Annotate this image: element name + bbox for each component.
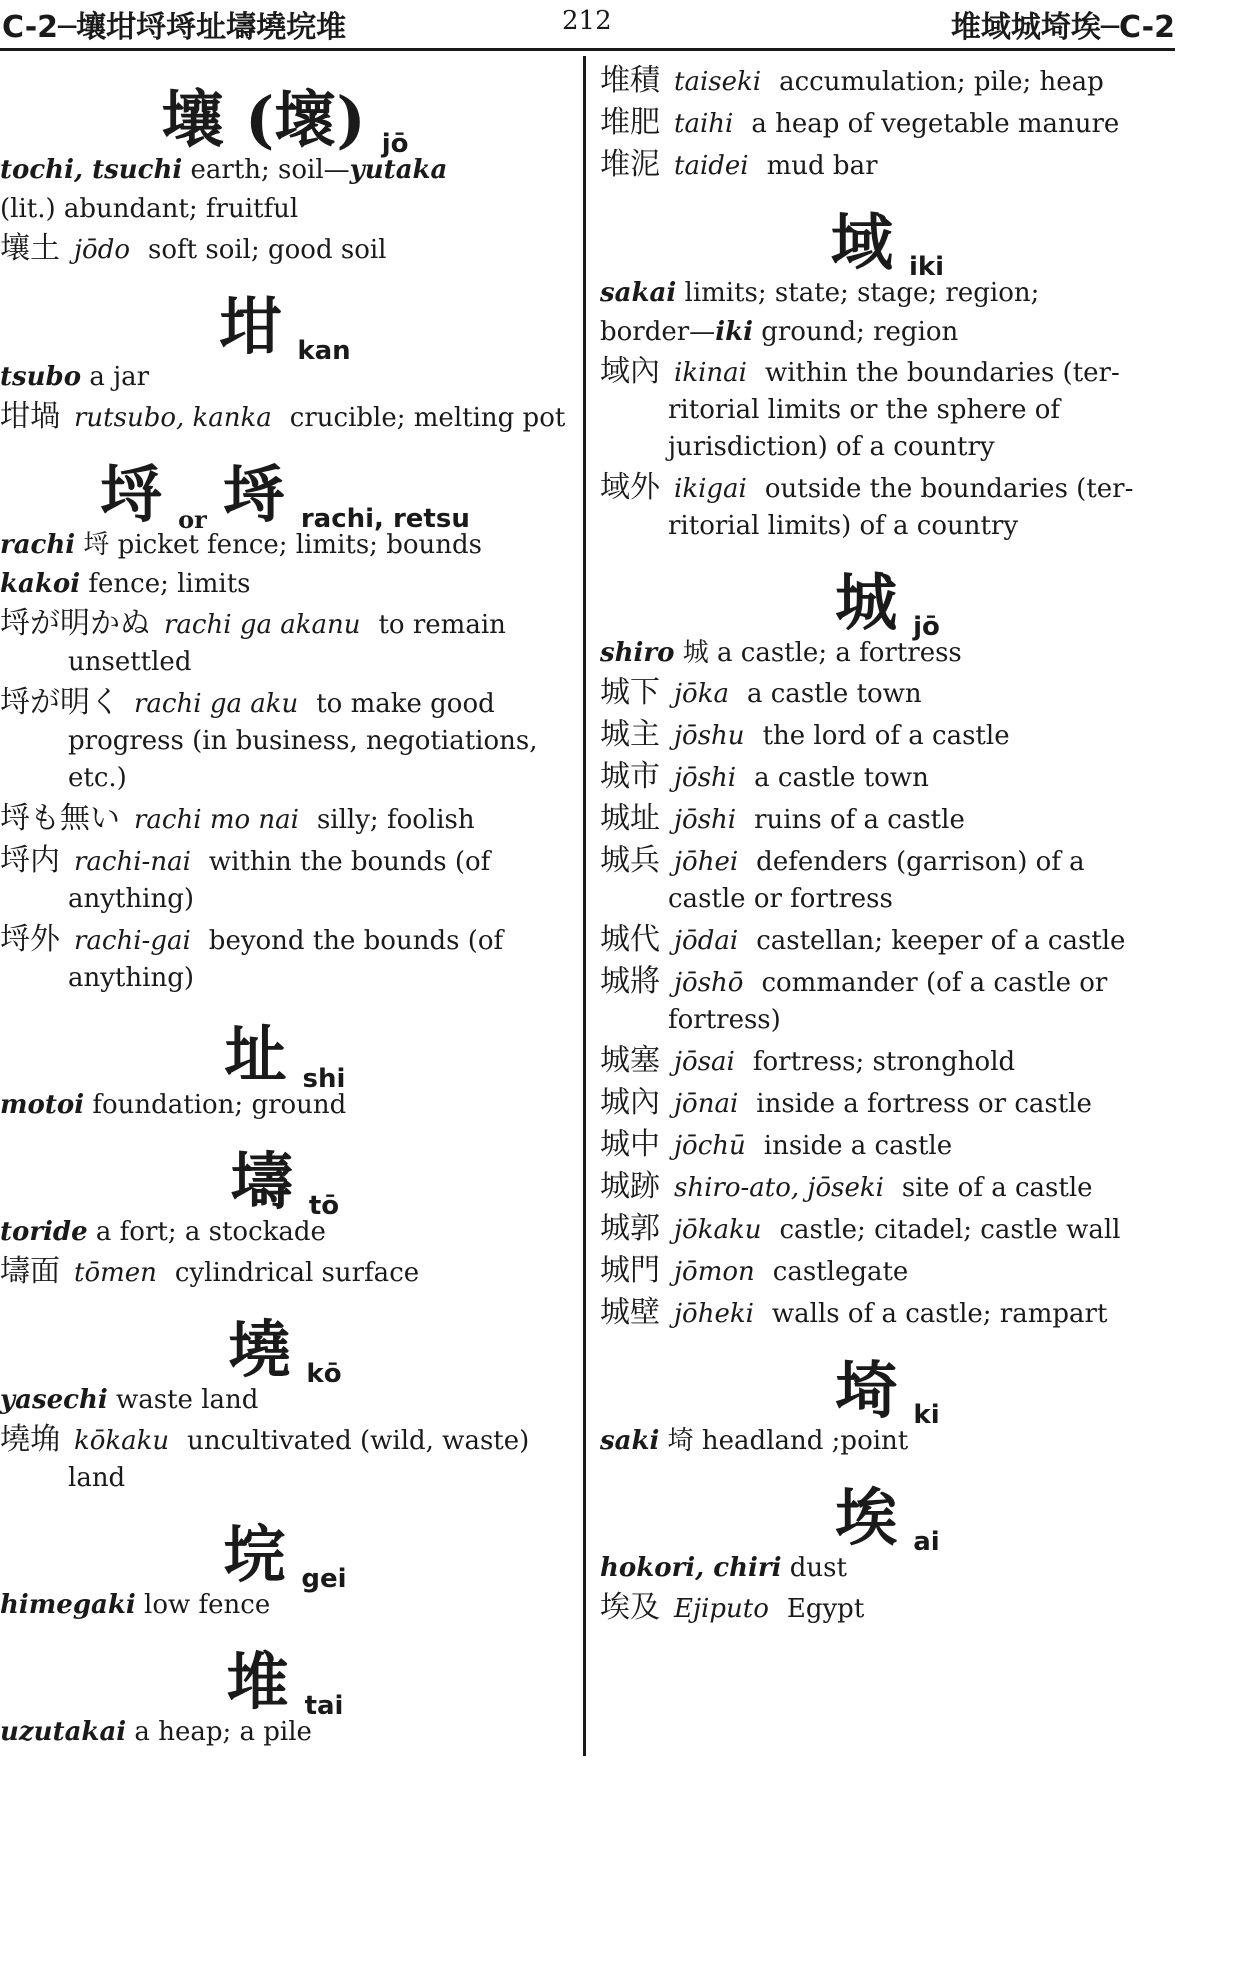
definition-line [0, 1087, 570, 1124]
head-kanji: 域 [830, 206, 893, 279]
kun-reading: toride [0, 1217, 88, 1247]
compound-word: 堆積 [600, 63, 660, 98]
definition-text: 城 a castle; a fortress [674, 638, 962, 668]
compound-word: 城壁 [600, 1295, 660, 1330]
compound-entry [600, 1210, 1175, 1249]
kanji-heading [0, 277, 570, 366]
compound-word: 墝埆 [0, 1422, 60, 1457]
romanization: tōmen [74, 1258, 157, 1288]
head-kanji: 堆 [226, 1645, 289, 1718]
definition-line: (lit.) abundant; fruitful [0, 194, 299, 224]
kun-reading: hokori, chiri [600, 1553, 782, 1583]
compound-entry [0, 684, 570, 797]
compound-entry [600, 104, 1175, 143]
compound-entry [600, 1294, 1175, 1333]
romanization: jōshi [674, 763, 737, 793]
meaning: beyond the bounds (of [208, 926, 504, 956]
compound-entry [0, 1253, 570, 1292]
meaning-continued: castle or fortress [668, 884, 893, 914]
head-kanji: 埒 [100, 458, 163, 531]
compound-entry [600, 1126, 1175, 1165]
kanji-heading [0, 1632, 570, 1721]
head-reading: ai [913, 1527, 940, 1557]
kun-reading: rachi [0, 530, 76, 560]
kanji-heading [600, 1341, 1175, 1430]
kun-reading: kakoi [0, 569, 81, 599]
definition-text: 埒 picket fence; limits; bounds [75, 530, 482, 560]
meaning: crucible; melting pot [289, 403, 566, 433]
romanization: rutsubo, kanka [74, 403, 272, 433]
right-column [600, 62, 1175, 1631]
meaning: within the boundaries (ter- [764, 358, 1120, 388]
kanji-heading [600, 193, 1175, 282]
head-reading: shi [302, 1064, 346, 1094]
definition-line [0, 1382, 570, 1419]
head-reading: ki [913, 1400, 940, 1430]
compound-entry [0, 230, 570, 269]
definition-line [600, 314, 1175, 351]
meaning: mud bar [766, 151, 878, 181]
compound-word: 埒内 [0, 843, 60, 878]
page-header [0, 0, 1175, 50]
definition-text: waste land [107, 1385, 259, 1415]
meaning: silly; foolish [316, 805, 475, 835]
compound-entry [600, 146, 1175, 185]
definition-text: dust [781, 1553, 847, 1583]
compound-entry [600, 921, 1175, 960]
head-reading: rachi, retsu [300, 504, 470, 534]
compound-entry [600, 1589, 1175, 1628]
romanization: jōdai [674, 926, 739, 956]
page-number: 212 [562, 6, 612, 36]
head-kanji: 址 [224, 1018, 287, 1091]
romanization: taidei [674, 151, 749, 181]
compound-word: 壔面 [0, 1254, 60, 1289]
meaning: ruins of a castle [754, 805, 965, 835]
romanization: taihi [674, 109, 734, 139]
compound-entry [0, 398, 570, 437]
compound-word: 城市 [600, 759, 660, 794]
header-left [2, 2, 346, 46]
meaning-continued: unsettled [68, 647, 192, 677]
meaning: defenders (garrison) of a [756, 847, 1085, 877]
kun-reading: himegaki [0, 1590, 136, 1620]
head-reading: tō [308, 1191, 340, 1221]
kanji-heading [0, 1005, 570, 1094]
kun-reading: motoi [0, 1090, 85, 1120]
definition-text: limits; state; stage; region; [676, 278, 1040, 308]
head-kanji: 埃 [835, 1481, 898, 1554]
header-right-chars: 堆域城埼埃─ [950, 10, 1119, 45]
meaning: site of a castle [901, 1173, 1093, 1203]
compound-entry [0, 1421, 570, 1497]
romanization: shiro-ato, jōseki [674, 1173, 884, 1203]
meaning-continued: fortress) [668, 1005, 781, 1035]
kun-reading: sakai [600, 278, 677, 308]
kanji-heading [0, 1505, 570, 1594]
romanization: jōchū [674, 1131, 746, 1161]
compound-word: 壤土 [0, 231, 60, 266]
romanization: Ejiputo [674, 1594, 769, 1624]
compound-word: 城下 [600, 675, 660, 710]
compound-entry [600, 1168, 1175, 1207]
meaning: outside the boundaries (ter- [764, 474, 1134, 504]
head-kanji: 垸 [223, 1518, 286, 1591]
compound-word: 城代 [600, 922, 660, 957]
romanization: jōheki [674, 1299, 754, 1329]
compound-word: 域外 [600, 470, 660, 505]
kun-reading: yasechi [0, 1385, 108, 1415]
compound-word: 城中 [600, 1127, 660, 1162]
compound-word: 城址 [600, 801, 660, 836]
definition-text: fence; limits [80, 569, 251, 599]
meaning: inside a fortress or castle [756, 1089, 1092, 1119]
head-reading: jō [381, 129, 409, 159]
head-reading: kō [306, 1359, 342, 1389]
compound-entry [600, 353, 1175, 466]
meaning: soft soil; good soil [148, 235, 387, 265]
compound-entry [0, 921, 570, 997]
compound-entry [600, 1084, 1175, 1123]
kun-reading: uzutakai [0, 1717, 127, 1747]
romanization: jōnai [674, 1089, 739, 1119]
meaning: cylindrical surface [174, 1258, 420, 1288]
kanji-heading [600, 553, 1175, 642]
section-code-left: C-2 [2, 10, 59, 45]
meaning: a castle town [746, 679, 922, 709]
header-right [951, 2, 1175, 46]
definition-text: foundation; ground [84, 1090, 347, 1120]
head-or: or [178, 505, 207, 534]
compound-word: 堆肥 [600, 105, 660, 140]
kun-reading: saki [600, 1426, 660, 1456]
head-kanji: 埓 [222, 458, 285, 531]
compound-word: 坩堝 [0, 399, 60, 434]
compound-entry [600, 1042, 1175, 1081]
left-column [0, 62, 570, 1753]
meaning: inside a castle [763, 1131, 953, 1161]
compound-word: 埒も無い [0, 801, 120, 836]
meaning-continued: ritorial limits or the sphere of jurisdiction) of a country [668, 395, 1060, 462]
head-kanji: 埼 [835, 1354, 898, 1427]
compound-entry [600, 758, 1175, 797]
compound-word: 城兵 [600, 843, 660, 878]
compound-word: 城主 [600, 717, 660, 752]
header-rule [0, 48, 1175, 51]
head-kanji: 壔 [230, 1145, 293, 1218]
romanization: rachi mo nai [134, 805, 299, 835]
kun-reading: tsubo [0, 362, 82, 392]
meaning: castellan; keeper of a castle [756, 926, 1126, 956]
romanization: jōsai [674, 1047, 735, 1077]
romanization: jōshu [674, 721, 745, 751]
compound-word: 埒が明く [0, 685, 120, 720]
definition-text: earth; soil— [182, 155, 350, 185]
definition-line [0, 152, 570, 189]
section-code-right: C-2 [1118, 10, 1175, 45]
definition-line [600, 635, 1175, 672]
meaning: to remain [378, 610, 506, 640]
romanization: kōkaku [74, 1426, 170, 1456]
definition-line [600, 1423, 1175, 1460]
meaning: to make good [316, 689, 495, 719]
definition-text: 埼 headland ;point [659, 1426, 909, 1456]
kanji-heading [0, 1132, 570, 1221]
head-reading: jō [913, 612, 940, 642]
kun-reading: iki [715, 317, 753, 347]
head-reading: iki [908, 252, 945, 282]
meaning: accumulation; pile; heap [779, 67, 1104, 97]
column-divider [583, 56, 586, 1756]
kanji-heading [0, 445, 570, 534]
romanization: rachi ga aku [134, 689, 299, 719]
meaning-continued: land [68, 1463, 126, 1493]
definition-text: a fort; a stockade [87, 1217, 326, 1247]
head-kanji: 壤 (壞) [161, 83, 366, 156]
definition-line [600, 275, 1175, 312]
meaning-continued: anything) [68, 963, 194, 993]
romanization: jōmon [674, 1257, 755, 1287]
definition-line [0, 527, 570, 564]
compound-entry [600, 963, 1175, 1039]
meaning: castle; citadel; castle wall [779, 1215, 1121, 1245]
definition-text: ground; region [752, 317, 959, 347]
meaning: commander (of a castle or [761, 968, 1108, 998]
definition-line [600, 1550, 1175, 1587]
compound-entry [0, 605, 570, 681]
meaning: castlegate [772, 1257, 909, 1287]
definition-text: low fence [135, 1590, 271, 1620]
kun-reading: tochi, tsuchi [0, 155, 183, 185]
romanization: rachi-nai [74, 847, 191, 877]
compound-entry [600, 800, 1175, 839]
head-kanji: 城 [835, 566, 898, 639]
head-reading: kan [297, 336, 351, 366]
compound-entry [0, 842, 570, 918]
compound-entry [600, 469, 1175, 545]
compound-entry [600, 62, 1175, 101]
header-left-chars: ─壤坩埒埓址壔墝垸堆 [58, 10, 347, 45]
compound-word: 城跡 [600, 1169, 660, 1204]
meaning: a castle town [754, 763, 929, 793]
kanji-heading [600, 1468, 1175, 1557]
compound-word: 埒外 [0, 922, 60, 957]
romanization: jōka [674, 679, 729, 709]
romanization: jōhei [674, 847, 739, 877]
definition-line [0, 359, 570, 396]
compound-word: 城門 [600, 1253, 660, 1288]
definition-line [0, 1214, 570, 1251]
romanization: jōkaku [674, 1215, 762, 1245]
head-reading: gei [301, 1564, 347, 1594]
romanization: jōshi [674, 805, 737, 835]
kun-reading: yutaka [349, 155, 448, 185]
compound-entry [600, 842, 1175, 918]
compound-word: 城郭 [600, 1211, 660, 1246]
meaning-continued: progress (in business, negotiations, etc.) [68, 726, 538, 793]
definition-line [0, 566, 570, 603]
romanization: jōshō [674, 968, 744, 998]
definition-text: a heap; a pile [126, 1717, 312, 1747]
meaning: walls of a castle; rampart [771, 1299, 1108, 1329]
head-kanji: 墝 [228, 1313, 291, 1386]
compound-word: 城將 [600, 964, 660, 999]
kanji-heading [0, 1300, 570, 1389]
romanization: taiseki [674, 67, 762, 97]
head-kanji: 坩 [219, 290, 282, 363]
meaning: fortress; stronghold [752, 1047, 1016, 1077]
head-reading: tai [304, 1691, 344, 1721]
meaning: the lord of a castle [762, 721, 1010, 751]
compound-word: 埒が明かぬ [0, 606, 150, 641]
romanization: rachi-gai [74, 926, 191, 956]
romanization: ikinai [674, 358, 747, 388]
compound-word: 城內 [600, 1085, 660, 1120]
compound-word: 城塞 [600, 1043, 660, 1078]
compound-entry [600, 716, 1175, 755]
definition-line [0, 1714, 570, 1751]
kanji-heading [0, 70, 570, 159]
definition-text: a jar [81, 362, 150, 392]
kun-reading: shiro [600, 638, 675, 668]
meaning-continued: anything) [68, 884, 194, 914]
meaning-continued: ritorial limits) of a country [668, 511, 1019, 541]
meaning: within the bounds (of [208, 847, 491, 877]
definition-line [0, 1587, 570, 1624]
romanization: ikigai [674, 474, 747, 504]
romanization: jōdo [74, 235, 131, 265]
romanization: rachi ga akanu [164, 610, 361, 640]
definition-text: border— [600, 317, 716, 347]
compound-entry [0, 800, 570, 839]
compound-entry [600, 674, 1175, 713]
meaning: Egypt [786, 1594, 865, 1624]
compound-entry [600, 1252, 1175, 1291]
meaning: uncultivated (wild, waste) [187, 1426, 530, 1456]
meaning: a heap of vegetable manure [751, 109, 1120, 139]
compound-word: 埃及 [600, 1590, 660, 1625]
compound-word: 域內 [600, 354, 660, 389]
compound-word: 堆泥 [600, 147, 660, 182]
